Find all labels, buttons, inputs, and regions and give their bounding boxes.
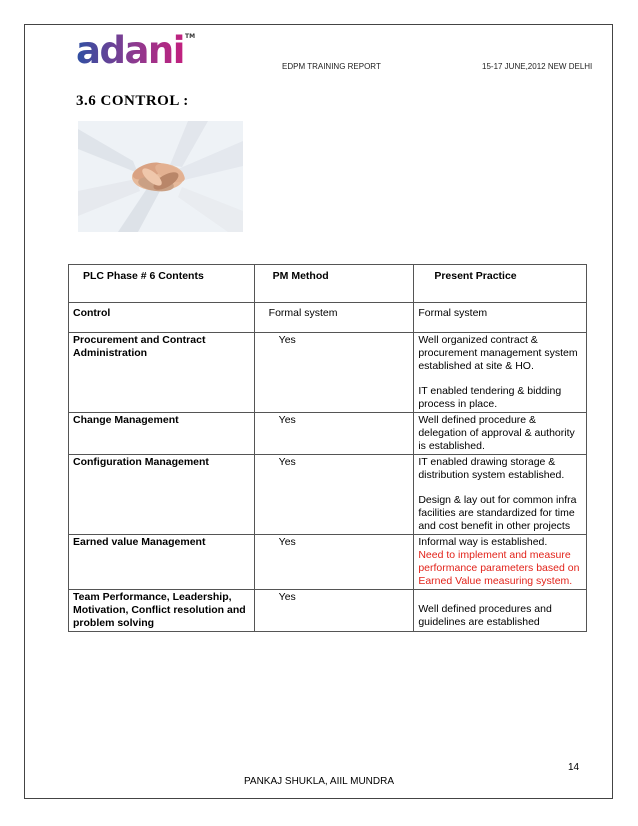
row-method: Yes [254, 333, 414, 413]
report-title: EDPM TRAINING REPORT [282, 62, 381, 71]
practice-highlight: Need to implement and measure performance parameters based on Earned Value measuring system. [418, 549, 580, 587]
report-date-place: 15-17 JUNE,2012 NEW DELHI [482, 62, 593, 71]
table-row [69, 590, 587, 632]
section-title: 3.6 CONTROL : [76, 93, 189, 109]
table-row [69, 333, 587, 413]
table-row [69, 413, 587, 455]
adani-logo [76, 34, 195, 72]
row-content: Team Performance, Leadership, Motivation, Conflict resolution and problem solving [69, 590, 255, 632]
row-practice: Informal way is established. Need to implement and measure performance parameters based on Earned Value measuring system. [414, 535, 587, 590]
table-header-row [69, 265, 587, 303]
row-content: Change Management [69, 413, 255, 455]
row-practice: Well defined procedure & delegation of approval & authority is established. [414, 413, 587, 455]
plc-phase-table [68, 264, 587, 632]
row-method: Yes [254, 413, 414, 455]
header-present-practice: Present Practice [414, 265, 587, 303]
header-pm-method: PM Method [254, 265, 414, 303]
row-practice: Well organized contract & procurement management system established at site & HO. IT enabled tendering & bidding process in place. [414, 333, 587, 413]
row-method: Yes [254, 455, 414, 535]
page-number: 14 [568, 762, 580, 773]
row-content: Control [69, 303, 255, 333]
row-practice: Well defined procedures and guidelines are established [414, 590, 587, 632]
hands-together-photo [78, 121, 243, 232]
logo-trademark: TM [185, 33, 196, 40]
row-content: Configuration Management [69, 455, 255, 535]
row-practice: IT enabled drawing storage & distribution system established. Design & lay out for common infra facilities are standardized for time and cost benefit in other projects [414, 455, 587, 535]
table-row [69, 303, 587, 333]
row-practice: Formal system [414, 303, 587, 333]
logo-wordmark: adani [76, 34, 184, 68]
table-row [69, 455, 587, 535]
header-contents: PLC Phase # 6 Contents [69, 265, 255, 303]
row-content: Earned value Management [69, 535, 255, 590]
table-row [69, 535, 587, 590]
row-content: Procurement and Contract Administration [69, 333, 255, 413]
row-method: Formal system [254, 303, 414, 333]
row-method: Yes [254, 590, 414, 632]
row-method: Yes [254, 535, 414, 590]
footer-author: PANKAJ SHUKLA, AIIL MUNDRA [243, 776, 395, 787]
